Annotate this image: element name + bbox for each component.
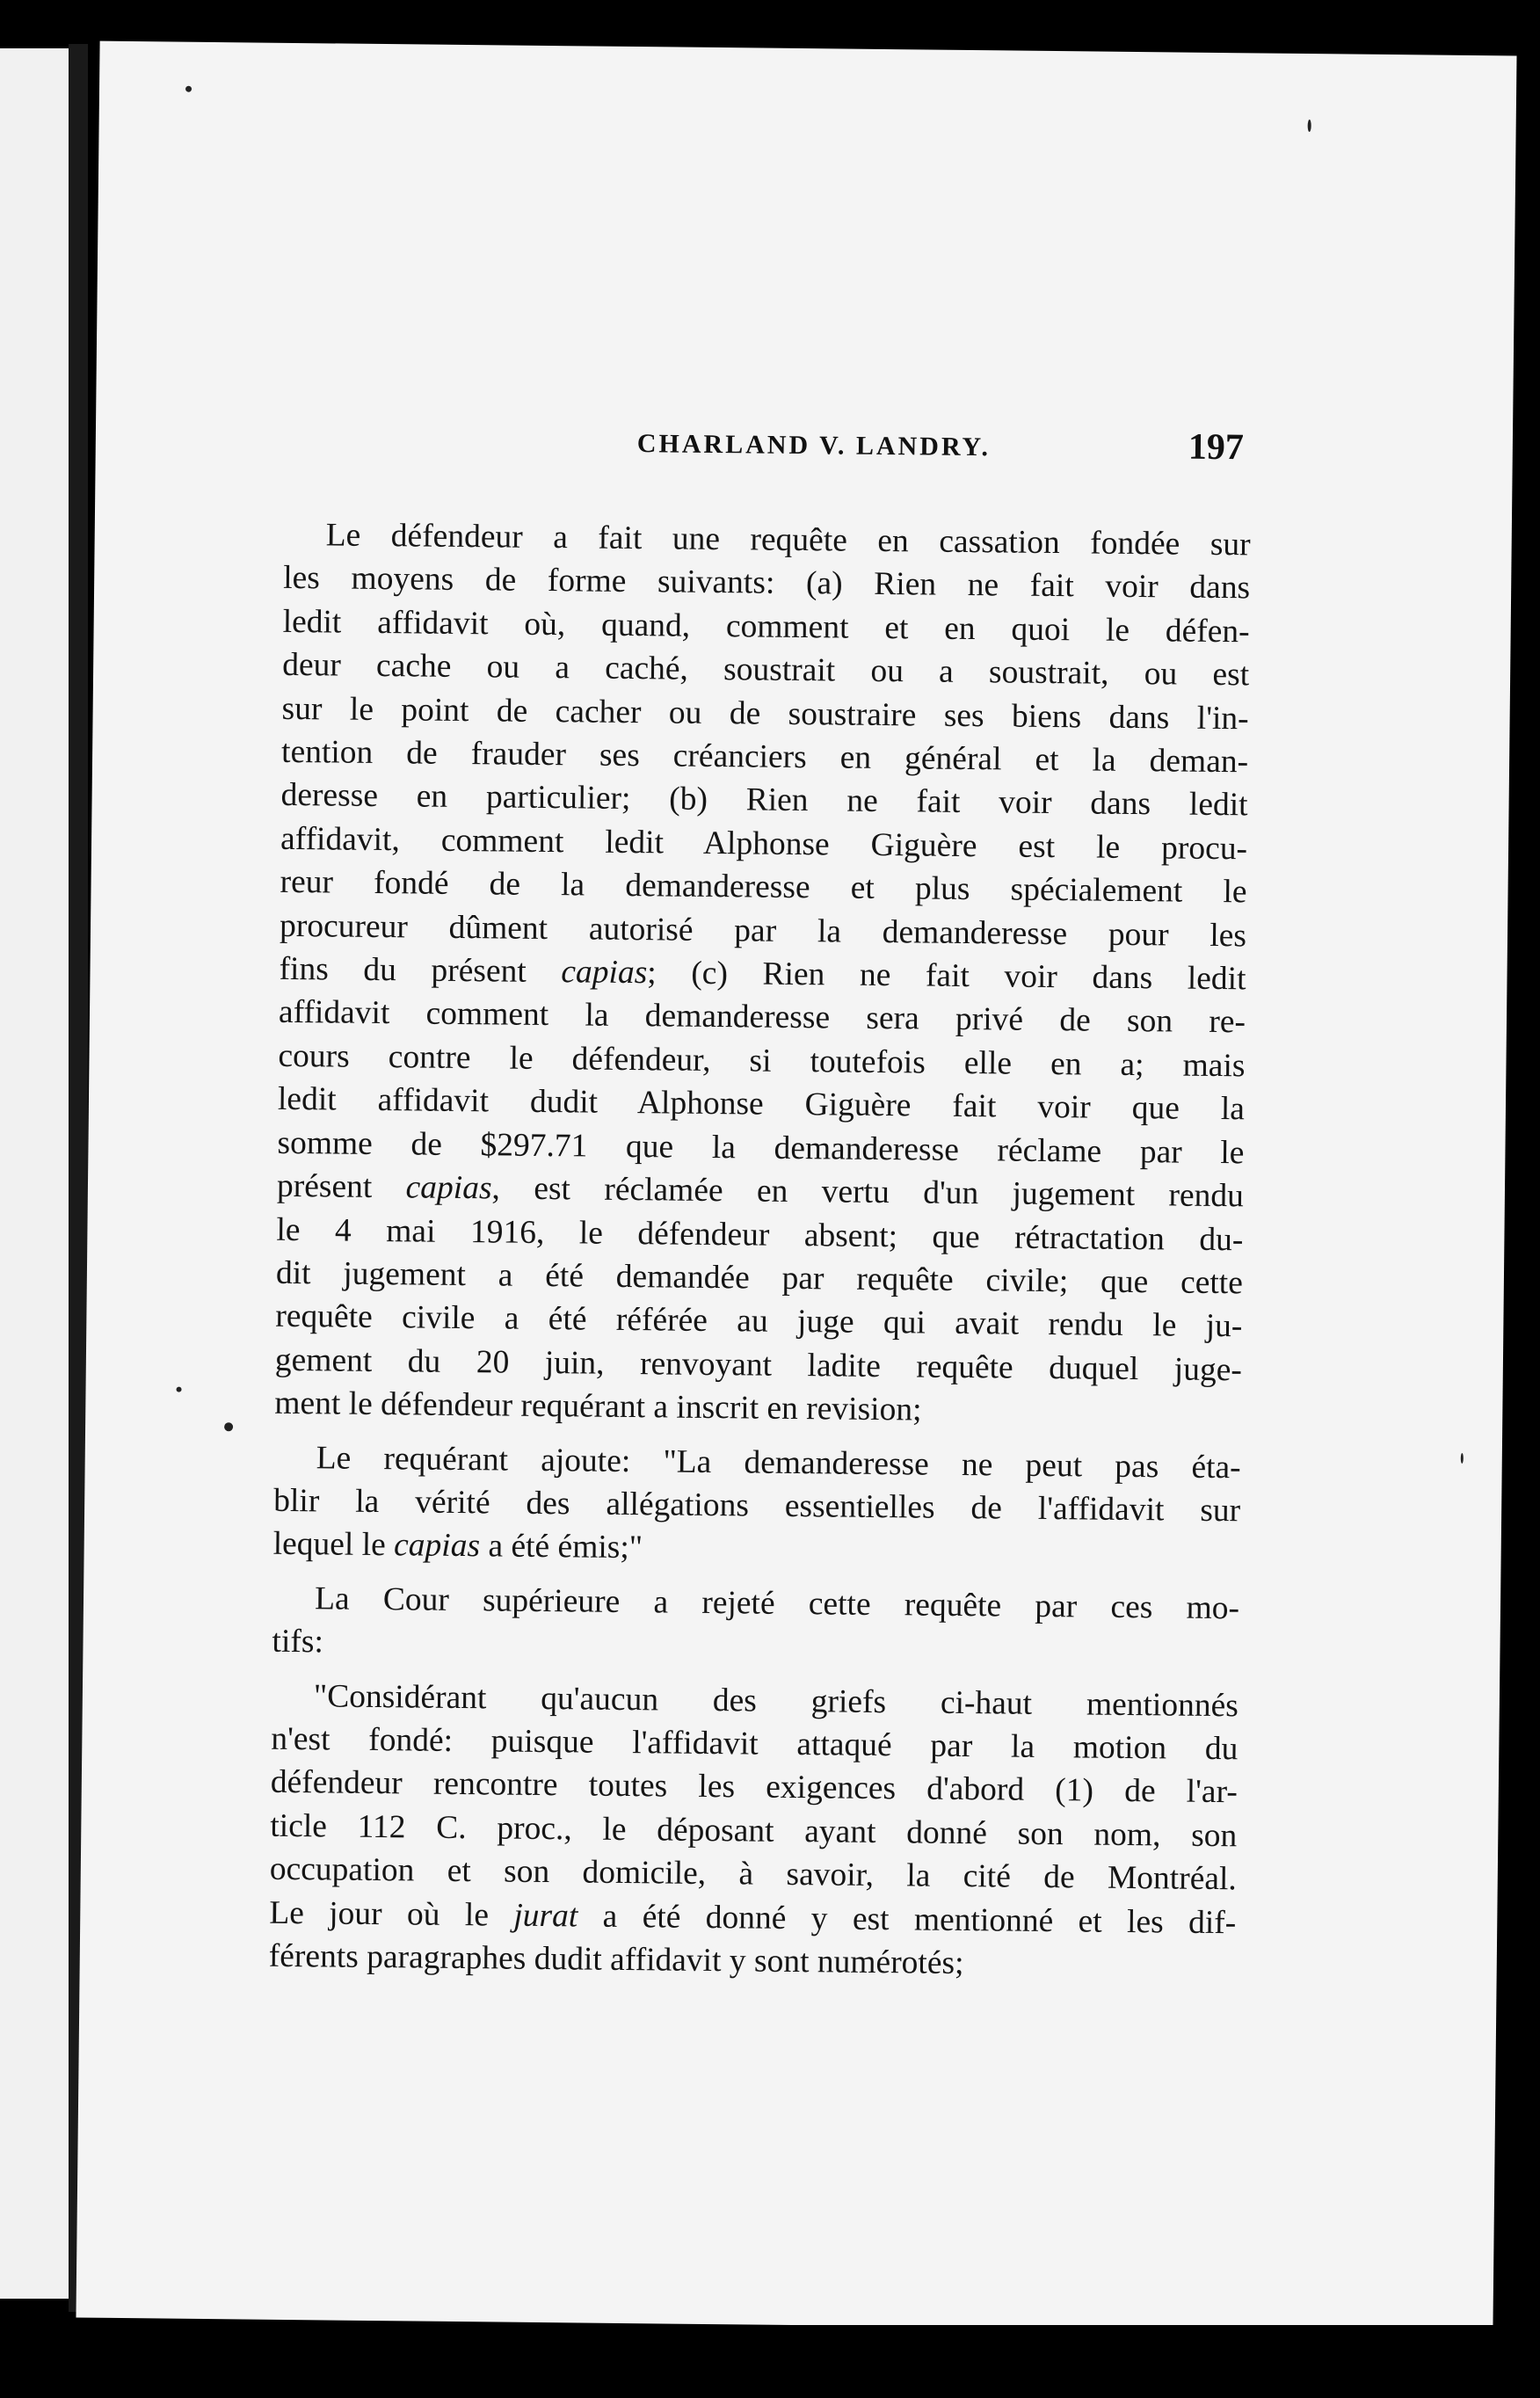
page-header [549, 411, 1245, 470]
dust-speck [185, 86, 192, 92]
text-line: fins du présent capias; (c) Rien ne fait voir dans ledit [279, 950, 1246, 998]
text-line: le 4 mai 1916, le défendeur absent; que rétractation du- [276, 1211, 1244, 1258]
text-line: férents paragraphes dudit affidavit y sont numérotés; [268, 1937, 964, 1982]
text-line: reur fondé de la demanderesse et plus spécialement le [280, 864, 1247, 911]
page-number: 197 [1188, 426, 1245, 469]
text-line: Le jour où le jurat a été donné y est mentionné et les dif- [269, 1894, 1237, 1941]
text-line: tention de frauder ses créanciers en général et la deman- [280, 733, 1249, 781]
book-page [76, 41, 1516, 2333]
quoted-paragraph [269, 1674, 1239, 1987]
text-line: défendeur rencontre toutes les exigences d'abord (1) de l'ar- [270, 1764, 1239, 1811]
text-line: gement du 20 juin, renvoyant ladite requête duquel juge- [274, 1341, 1243, 1389]
body-text [269, 513, 1251, 1988]
text-line: procureur dûment autorisé par la demanderesse pour les [279, 907, 1247, 955]
text-line: requête civile a été référée au juge qui avait rendu le ju- [275, 1298, 1243, 1345]
text-line: Le défendeur a fait une requête en cassation fondée sur [325, 517, 1251, 563]
text-line: n'est fondé: puisque l'affidavit attaqué par la motion du [271, 1720, 1239, 1768]
text-line: somme de $297.71 que la demanderesse réclame par le [277, 1124, 1245, 1172]
text-line: deresse en particulier; (b) Rien ne fait voir dans ledit [280, 777, 1248, 824]
text-line: lequel le capias a été émis;" [272, 1526, 643, 1566]
text-line: Le requérant ajoute: "La demanderesse ne peut pas éta- [316, 1439, 1241, 1486]
text-line: les moyens de forme suivants: (a) Rien ne fait voir dans [283, 560, 1251, 607]
text-line: tifs: [272, 1623, 324, 1660]
dust-speck [1461, 1453, 1464, 1464]
text-line: "Considérant qu'aucun des griefs ci-haut mentionnés [313, 1677, 1239, 1724]
text-line: ticle 112 C. proc., le déposant ayant donné son nom, son [270, 1807, 1238, 1855]
dust-speck [1308, 120, 1311, 132]
text-line: blir la vérité des allégations essentielles de l'affidavit sur [273, 1482, 1241, 1530]
text-line: ledit affidavit dudit Alphonse Giguère fait voir que la [277, 1081, 1246, 1128]
paragraph [272, 1577, 1239, 1674]
text-line: sur le point de cacher ou de soustraire ses biens dans l'in- [281, 690, 1249, 737]
text-line: deur cache ou a caché, soustrait ou a soustrait, ou est [281, 647, 1250, 694]
text-line: occupation et son domicile, à savoir, la cité de Montréal. [269, 1850, 1237, 1898]
text-line: cours contre le défendeur, si toutefois elle en a; mais [278, 1037, 1246, 1085]
scan-border [0, 2325, 1540, 2398]
text-line: dit jugement a été demandée par requête civile; que cette [275, 1254, 1244, 1302]
text-line: affidavit, comment ledit Alphonse Giguère est le procu- [280, 820, 1248, 868]
text-line: affidavit comment la demanderesse sera privé de son re- [278, 994, 1246, 1041]
dust-speck [224, 1422, 233, 1431]
text-line: La Cour supérieure a rejeté cette requête par ces mo- [314, 1580, 1240, 1627]
running-head: CHARLAND V. LANDRY. [636, 429, 992, 462]
text-line: ment le défendeur requérant a inscrit en revision; [274, 1384, 922, 1428]
paragraph [274, 513, 1251, 1435]
paragraph [272, 1435, 1240, 1576]
left-page-edge [0, 48, 69, 2299]
dust-speck [177, 1387, 182, 1392]
text-line: ledit affidavit où, quand, comment et en quoi le défen- [282, 603, 1250, 650]
text-line: présent capias, est réclamée en vertu d'un jugement rendu [276, 1167, 1245, 1215]
